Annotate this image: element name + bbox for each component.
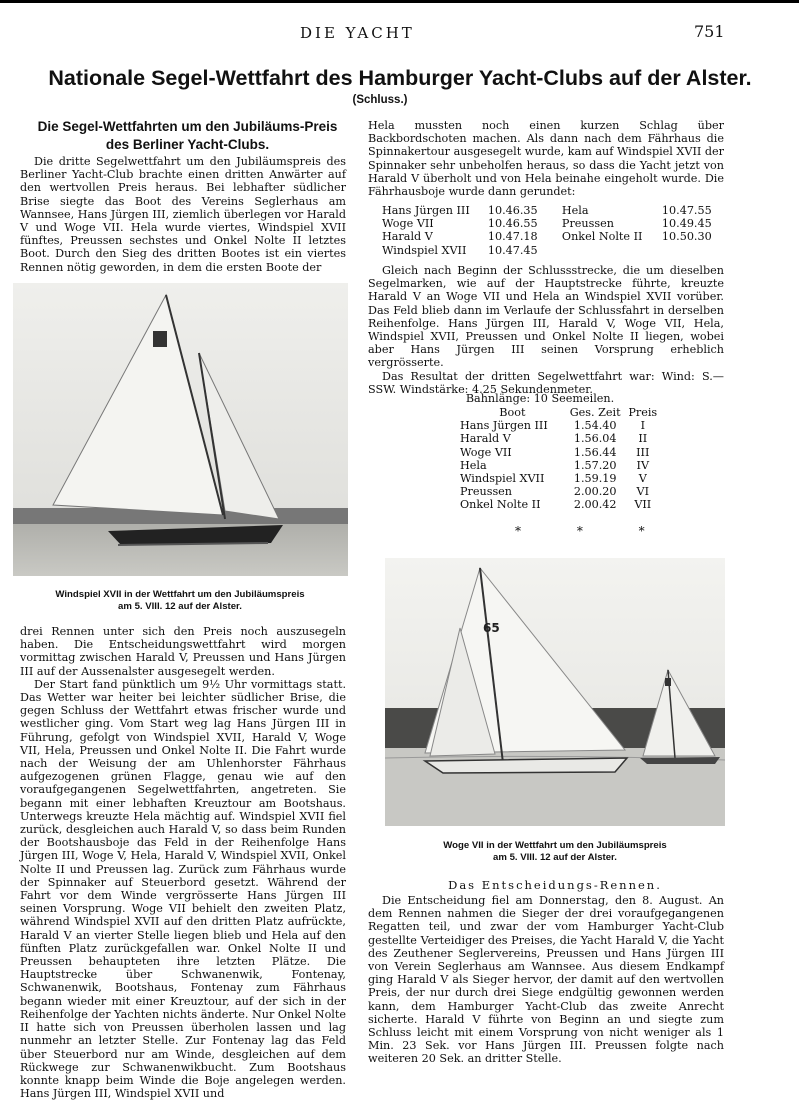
table-cell: 10.46.35 xyxy=(487,204,538,217)
table-cell: Preussen xyxy=(561,217,614,231)
photo-woge xyxy=(385,558,725,826)
section-heading-line-2: des Berliner Yacht-Clubs. xyxy=(105,137,270,152)
paragraph: drei Rennen unter sich den Preis noch auszusegeln haben. Die Entscheidungswettfahrt wird morgen vormittag zwischen Harald V, Preussen und Hans Jürgen III auf der Aussenalster ausgesegelt werden. xyxy=(20,625,346,678)
table-cell: 10.49.45 xyxy=(661,217,712,231)
table-row xyxy=(460,432,660,445)
table-cell: 1.59.19 xyxy=(573,472,617,486)
table-row xyxy=(382,217,722,230)
column-header: Ges. Zeit xyxy=(569,406,621,419)
table-cell: Hela xyxy=(460,458,487,472)
sailboat-illustration xyxy=(385,558,725,826)
page-header xyxy=(0,0,799,50)
table-row xyxy=(460,419,660,432)
article-title: Nationale Segel-Wettfahrt des Hamburger Yacht-Clubs auf der Alster. xyxy=(48,66,752,90)
table-cell: Hans Jürgen III xyxy=(460,419,548,433)
table-row xyxy=(460,459,660,472)
caption-line: am 5. VIII. 12 auf der Alster. xyxy=(493,852,617,863)
table-cell: Harald V xyxy=(460,432,511,446)
table-cell: VI xyxy=(636,485,650,499)
table-cell: II xyxy=(638,432,648,446)
paragraph: Das Resultat der dritten Segelwettfahrt war: Wind: S.—SSW. Windstärke: 4.25 Sekundenmeter. xyxy=(368,369,724,396)
table-row xyxy=(460,472,660,485)
table-cell: 10.47.18 xyxy=(487,230,538,244)
table-cell: 10.46.55 xyxy=(487,217,538,231)
section-heading-1 xyxy=(20,118,355,154)
table-cell: Windspiel XVII xyxy=(460,472,545,486)
photo-caption-1 xyxy=(20,589,340,613)
caption-line: Woge VII in der Wettfahrt um den Jubiläumspreis xyxy=(443,840,667,851)
table-cell: 1.57.20 xyxy=(573,458,617,472)
table-cell: Onkel Nolte II xyxy=(460,498,541,512)
buoy-times-table xyxy=(382,204,722,257)
photo-windspiel xyxy=(13,283,348,576)
table-cell: 10.47.45 xyxy=(487,243,538,257)
table-cell: 2.00.20 xyxy=(573,485,617,499)
article-subtitle: (Schluss.) xyxy=(352,94,408,106)
paragraph: Der Start fand pünktlich um 9½ Uhr vormittags statt. Das Wetter war heiter bei leichter südlicher Brise, die gegen Schluss der Wettfahrt etwas frischer wurde und westlicher ging. Vom Start weg lag Hans Jürgen III in Führung, gefolgt von Windspiel XVII, Harald V, Woge VII, Hela, Preussen und Onkel Nolte II. Die Fahrt wurde nach der Weisung der am Uhlenhorster Fährhaus aufgezogenen grünen Flagge, genau wie auf den voraufgegangenen Segelwettfahrten, angetreten. Sie begann mit einer lebhaften Kreuztour am Bootshaus. Unterwegs kreuzte Hela mächtig auf. Windspiel XVII fiel zurück, desgleichen auch Harald V, so dass beim Runden der Bootshausboje das Feld in der Reihenfolge Hans Jürgen III, Woge V, Hela, Harald V, Windspiel XVII, Onkel Nolte II und Preussen lag. Zurück zum Fährhaus wurde der Spinnaker auf Steuerbord gesetzt. Während der Fahrt vor dem Winde vergrösserte Hans Jürgen III seinen Vorsprung. Woge VII behielt den zweiten Platz, während Windspiel XVII auf den dritten Platz aufrückte, Harald V an vierter Stelle liegen blieb und Hela auf den fünften Platz zurückgefallen war. Onkel Nolte II und Preussen behaupteten ihre letzten Plätze. Die Hauptstrecke über Schwanenwik, Fontenay, Schwanenwik, Bootshaus, Fontenay zum Fährhaus begann wieder mit einer Kreuztour, auf der sich in der Reihenfolge der Yachten nichts änderte. Nur Onkel Nolte II hatte sich von Preussen überholen lassen und lag nunmehr an letzter Stelle. Zur Fontenay lag das Feld über Steuerbord nur am Winde, desgleichen auf dem Rückwege zur Schwanenwikbucht. Zum Bootshaus konnte knapp beim Winde die Boje angelegen werden. Hans Jürgen III, Windspiel XVII und xyxy=(20,677,346,1101)
section-heading-line-1: Die Segel-Wettfahrten um den Jubiläums-Preis xyxy=(37,119,338,134)
results-table xyxy=(460,406,660,512)
table-row xyxy=(382,230,722,243)
table-header-row xyxy=(460,406,660,419)
sailboat-illustration xyxy=(13,283,348,576)
table-cell: 1.54.40 xyxy=(573,419,617,433)
table-cell: Harald V xyxy=(382,230,433,244)
table-cell: VII xyxy=(634,498,652,512)
paragraph: Die Entscheidung fiel am Donnerstag, den 8. August. An dem Rennen nahmen die Sieger der drei voraufgegangenen Regatten teil, und zwar der vom Hamburger Yacht-Club gestellte Verteidiger des Preises, die Yacht Harald V, die Yacht des Zeuthener Seglervereins, Preussen und Hans Jürgen III von Verein Seglerhaus am Wannsee. Aus diesem Endkampf ging Harald V als Sieger hervor, der damit auf den wertvollen Preis, der nur durch drei Siege endgültig gewonnen werden kann, dem Hamburger Yacht-Club das zweite Anrecht sicherte. Harald V führte von Beginn an und siegte zum Schluss leicht mit einem Vorsprung von nicht weniger als 1 Min. 23 Sek. vor Hans Jürgen III. Preussen folgte nach weiteren 20 Sek. an dritter Stelle. xyxy=(368,894,724,1066)
table-cell: 1.56.04 xyxy=(573,432,617,446)
section-heading-2: Das Entscheidungs-Rennen. xyxy=(448,878,662,892)
section-divider-stars: * * * xyxy=(515,524,671,538)
table-cell: Hela xyxy=(561,204,589,217)
column-header: Preis xyxy=(628,406,658,419)
table-cell: Onkel Nolte II xyxy=(561,230,643,244)
table-cell: Woge VII xyxy=(460,445,512,459)
right-text-block-1 xyxy=(368,119,724,198)
table-cell: IV xyxy=(636,458,650,472)
paragraph: Gleich nach Beginn der Schlussstrecke, die um dieselben Segelmarken, wie auf der Hauptstrecke führte, kreuzte Harald V an Woge VII und Hela an Windspiel XVII vorüber. Das Feld blieb dann im Verlaufe der Schlussfahrt in derselben Reihenfolge. Hans Jürgen III, Harald V, Woge VII, Hela, Windspiel XVII, Preussen und Onkel Nolte II liegen, wobei aber Hans Jürgen III seinen Vorsprung erheblich vergrösserte. xyxy=(368,264,724,370)
journal-name: DIE YACHT xyxy=(300,24,415,42)
table-row xyxy=(460,498,660,511)
table-cell: Woge VII xyxy=(382,217,434,231)
table-cell: 10.47.55 xyxy=(661,204,712,217)
photo-caption-2 xyxy=(385,840,725,864)
table-cell: I xyxy=(640,419,645,433)
table-cell: 2.00.42 xyxy=(573,498,617,512)
table-row xyxy=(460,485,660,498)
caption-line: Windspiel XVII in der Wettfahrt um den Jubiläumspreis xyxy=(55,589,305,600)
table-cell: Windspiel XVII xyxy=(382,243,467,257)
sail-number: 65 xyxy=(483,621,500,635)
table-cell: V xyxy=(638,472,647,486)
table-cell xyxy=(548,244,662,257)
table-cell: III xyxy=(636,445,650,459)
column-header: Boot xyxy=(499,406,526,419)
left-text-block-1 xyxy=(20,155,346,274)
table-cell: Hans Jürgen III xyxy=(382,204,470,217)
table-row xyxy=(382,204,722,217)
table-cell xyxy=(662,244,722,257)
right-text-block-3 xyxy=(368,894,724,1066)
top-rule xyxy=(0,0,799,3)
left-text-block-2 xyxy=(20,625,346,1100)
table-row xyxy=(460,446,660,459)
paragraph: Hela mussten noch einen kurzen Schlag über Backbordschoten machen. Als dann nach dem Fährhaus die Spinnakertour ausgesegelt wurde, kam auf Windspiel XVII der Spinnaker sehr unbeholfen heraus, so dass die Yacht jetzt von Harald V überholt und von Hela beinahe eingeholt wurde. Die Fährhausboje wurde dann gerundet: xyxy=(368,119,725,199)
right-text-block-2 xyxy=(368,264,724,396)
table-row xyxy=(382,244,722,257)
table-cell: 1.56.44 xyxy=(573,445,617,459)
paragraph: Die dritte Segelwettfahrt um den Jubiläumspreis des Berliner Yacht-Club brachte einen dritten Anwärter auf den wertvollen Preis heraus. Bei lebhafter südlicher Brise siegte das Boot des Vereins Seglerhaus am Wannsee, Hans Jürgen III, ziemlich überlegen vor Harald V und Woge VII. Hela wurde viertes, Windspiel XVII fünftes, Preussen sechstes und Onkel Nolte II letztes Boot. Durch den Sieg des dritten Bootes ist ein viertes Rennen nötig geworden, in dem die ersten Boote der xyxy=(20,155,346,274)
table-cell: Preussen xyxy=(460,485,513,499)
course-length: Bahnlänge: 10 Seemeilen. xyxy=(465,392,615,405)
table-cell: 10.50.30 xyxy=(661,230,712,244)
page-number: 751 xyxy=(694,22,725,41)
caption-line: am 5. VIII. 12 auf der Alster. xyxy=(118,601,242,612)
